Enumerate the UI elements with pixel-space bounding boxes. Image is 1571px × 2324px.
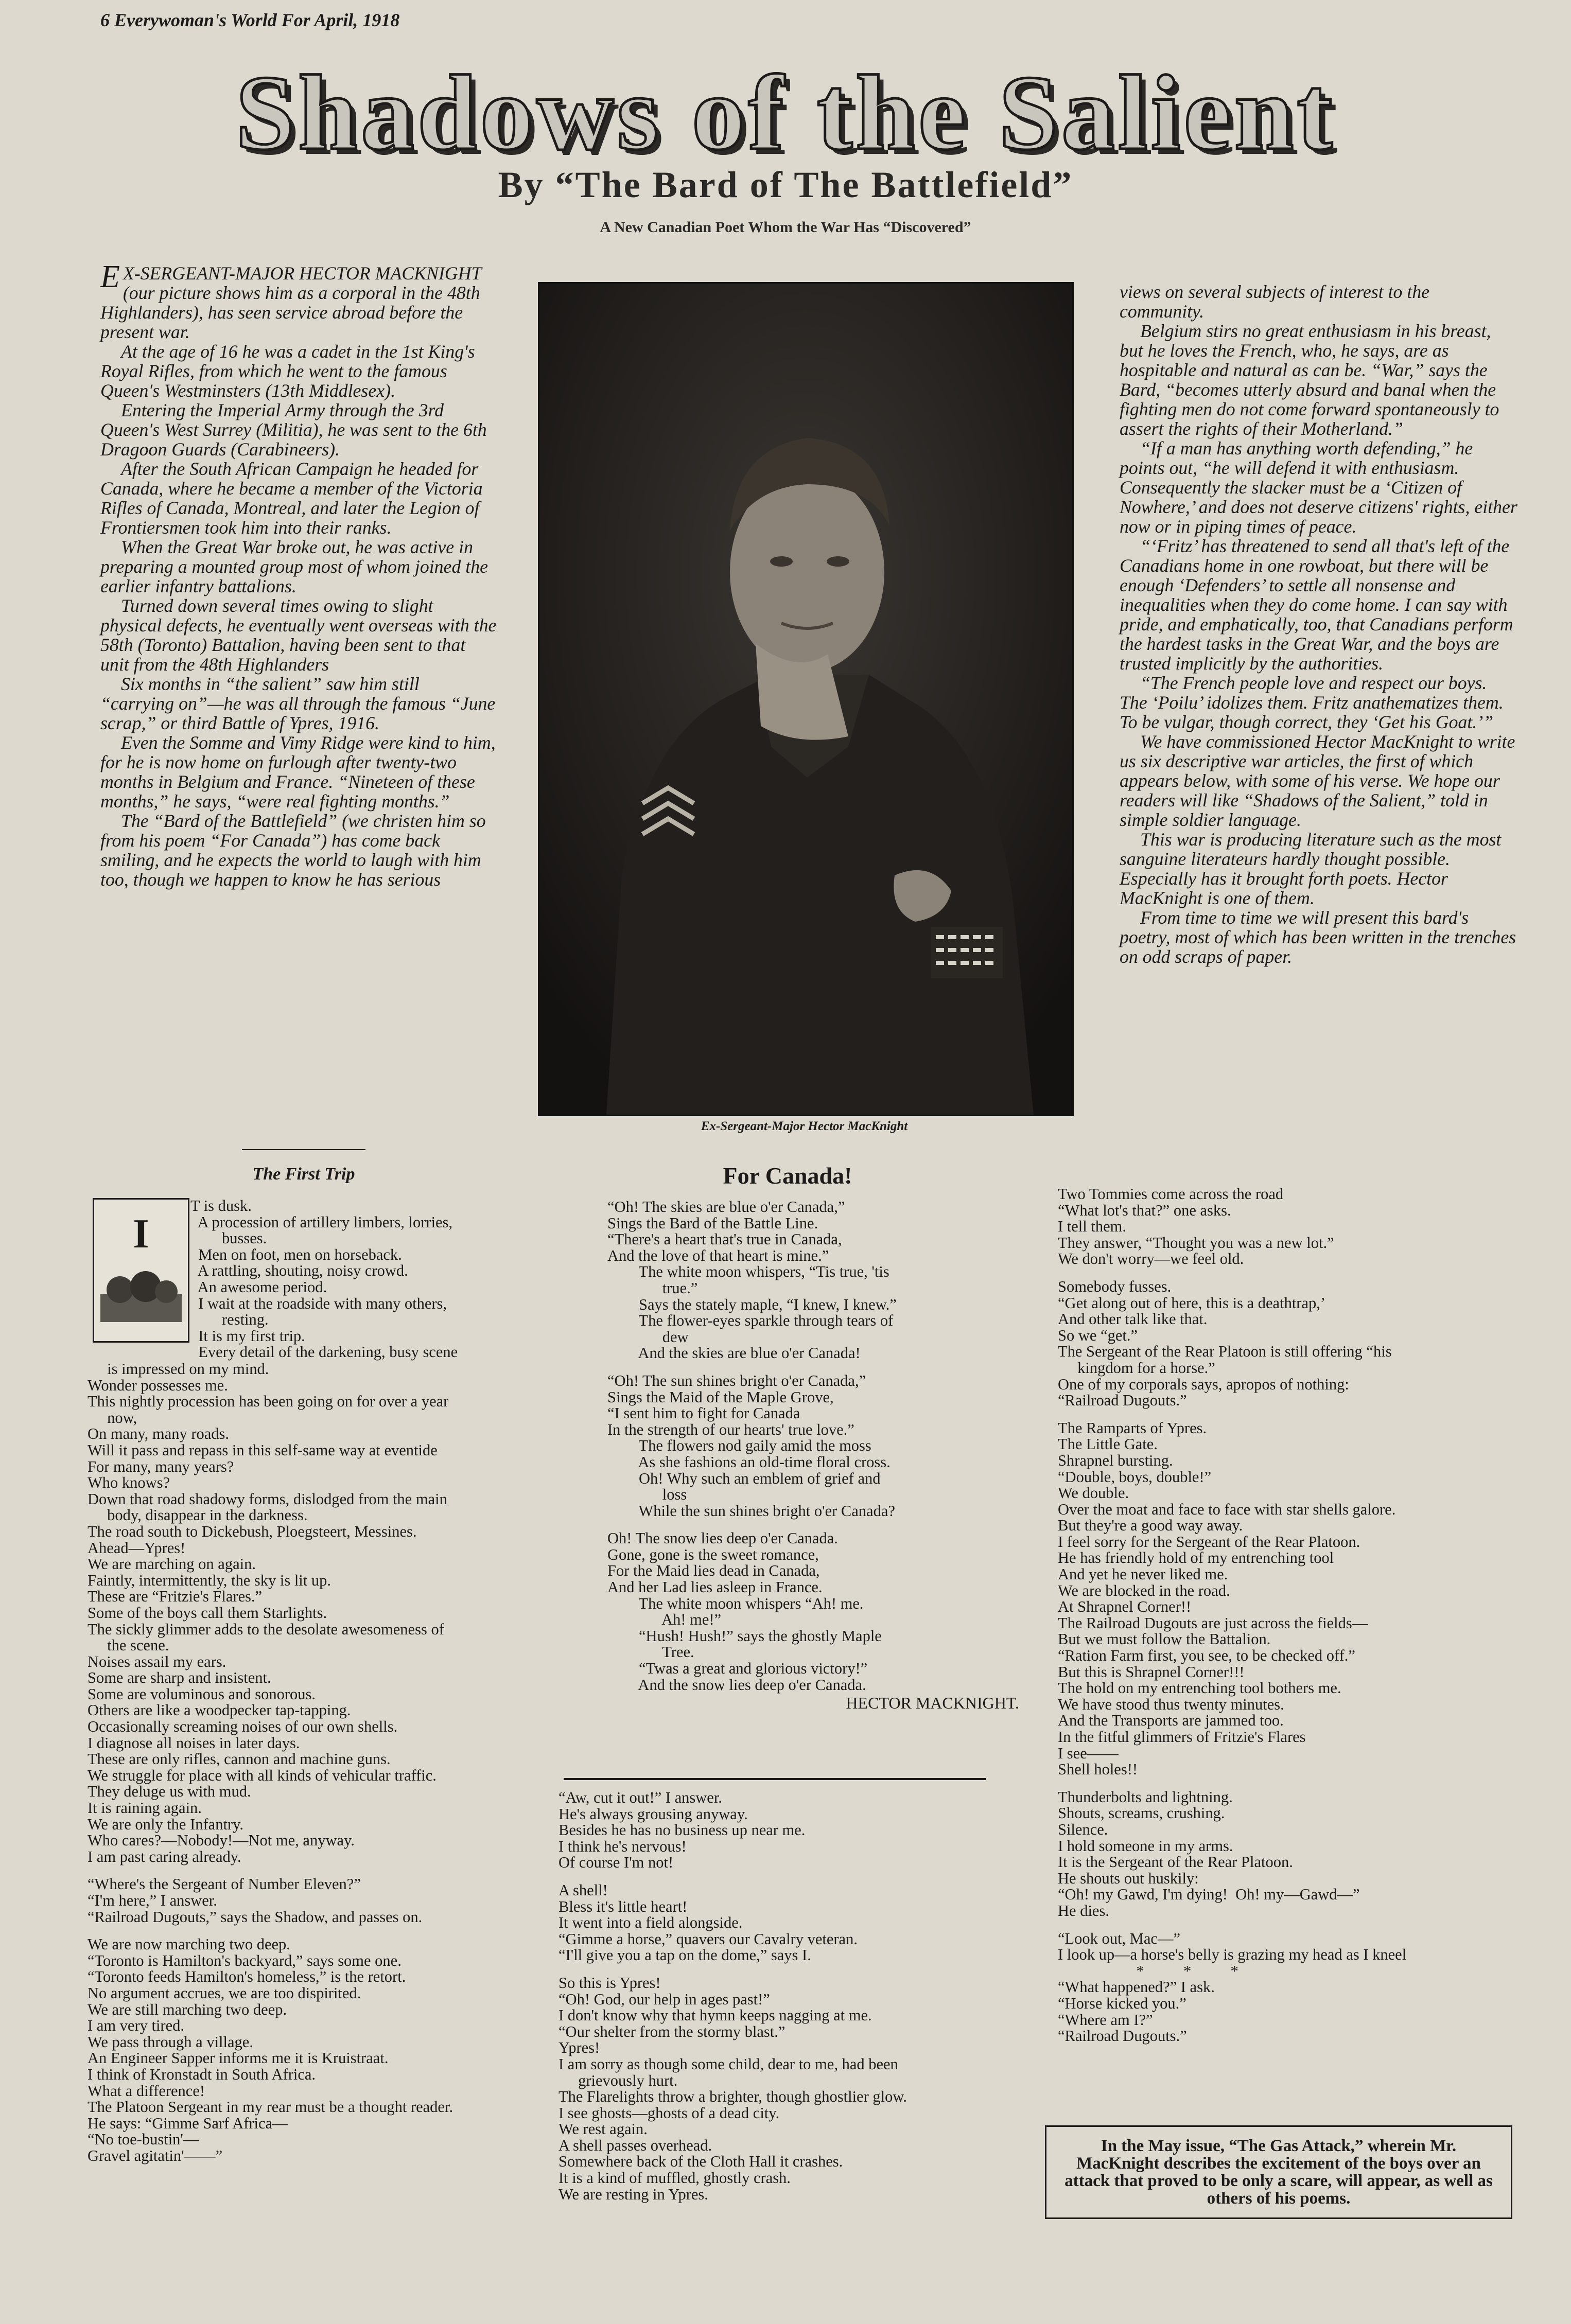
- poem-line: “Oh! God, our help in ages past!”: [558, 1990, 770, 2008]
- poem-line: I am past caring already.: [88, 1847, 241, 1865]
- poem-line: I see——: [1058, 1744, 1119, 1762]
- poem-line: “Railroad Dugouts,” says the Shadow, and passes on.: [88, 1908, 423, 1926]
- poem-line: I hold someone in my arms.: [1058, 1837, 1233, 1855]
- section-rule: [242, 1149, 365, 1150]
- poem-line: Somewhere back of the Cloth Hall it crashes.: [558, 2153, 843, 2171]
- poem-line: I diagnose all noises in later days.: [88, 1734, 300, 1752]
- poem-line: Noises assail my ears.: [88, 1652, 226, 1670]
- poem-line: I think of Kronstadt in South Africa.: [88, 2065, 316, 2083]
- poem-line: “Railroad Dugouts.”: [1058, 2027, 1187, 2045]
- poem-line: While the sun shines bright o'er Canada?: [607, 1502, 895, 1520]
- poem-line: Of course I'm not!: [558, 1854, 674, 1872]
- poem-line: “Oh! my Gawd, I'm dying! Oh! my—Gawd—”: [1058, 1886, 1360, 1904]
- poem-line: An awesome period.: [190, 1278, 327, 1296]
- middle-lower-lines: [558, 1790, 1022, 2203]
- poem-line: But this is Shrapnel Corner!!!: [1058, 1663, 1245, 1681]
- poem-line: The Platoon Sergeant in my rear must be a thought reader.: [88, 2098, 453, 2116]
- poem-line: “Horse kicked you.”: [1058, 1994, 1186, 2012]
- poem-line: And her Lad lies asleep in France.: [607, 1578, 823, 1596]
- poem-line: “Hush! Hush!” says the ghostly Maple: [607, 1627, 882, 1645]
- poem-line: Silence.: [1058, 1820, 1108, 1838]
- for-canada-heading: For Canada!: [723, 1163, 852, 1189]
- poem-line: Sings the Maid of the Maple Grove,: [607, 1388, 834, 1406]
- poem-line: I tell them.: [1058, 1218, 1126, 1236]
- byline: By “The Bard of The Battlefield”: [498, 164, 1073, 205]
- poem-line: [1058, 1920, 1537, 1931]
- poem-line: “Ration Farm first, you see, to be checked off.”: [1058, 1647, 1355, 1665]
- poem-line: A shell passes overhead.: [558, 2136, 712, 2154]
- poem-line: In the fitful glimmers of Fritzie's Flares: [1058, 1728, 1306, 1746]
- poem-line: Will it pass and repass in this self-same way at eventide: [88, 1441, 438, 1459]
- poem-line: * * *: [1058, 1962, 1238, 1980]
- poem-line: I wait at the roadside with many others,: [190, 1294, 447, 1312]
- intro-paragraph: The “Bard of the Battlefield” (we christen him so from his poem “For Canada”) has come back smiling, and he expects the world to laugh with him too, though we happen to know he has serious: [100, 811, 486, 890]
- poem-line: “I sent him to fight for Canada: [607, 1404, 800, 1422]
- poem-line: body, disappear in the darkness.: [88, 1506, 308, 1524]
- poem-line: “Where's the Sergeant of Number Eleven?”: [88, 1875, 361, 1893]
- poem-line: Oh! The snow lies deep o'er Canada.: [607, 1529, 838, 1547]
- poem-line: These are “Fritzie's Flares.”: [88, 1588, 263, 1606]
- poem-line: We are now marching two deep.: [88, 1935, 290, 1953]
- poem-line: And the skies are blue o'er Canada!: [607, 1344, 861, 1362]
- for-canada-lines: [607, 1199, 1019, 1693]
- poem-line: “Oh! The skies are blue o'er Canada,”: [607, 1198, 845, 1216]
- poem-line: But they're a good way away.: [1058, 1517, 1243, 1535]
- poem-line: The Sergeant of the Rear Platoon is still offering “his: [1058, 1343, 1392, 1361]
- poem-line: Faintly, intermittently, the sky is lit up.: [88, 1571, 331, 1589]
- first-trip-lines: [88, 1361, 535, 2164]
- poem-line: [1058, 1778, 1537, 1789]
- poem-line: “I'm here,” I answer.: [88, 1892, 217, 1909]
- poem-line: As she fashions an old-time floral cross.: [607, 1453, 891, 1471]
- poem-line: He says: “Gimme Sarf Africa—: [88, 2114, 288, 2132]
- poem-line: the scene.: [88, 1636, 169, 1654]
- poem-line: “Where am I?”: [1058, 2011, 1153, 2029]
- poem-line: They answer, “Thought you was a new lot.”: [1058, 1234, 1334, 1252]
- poem-line: true.”: [607, 1279, 698, 1297]
- poem-line: Shell holes!!: [1058, 1760, 1138, 1779]
- poem-line: [607, 1519, 1019, 1530]
- poem-line: A shell!: [558, 1881, 608, 1899]
- poem-line: We are marching on again.: [88, 1555, 256, 1573]
- poem-line: Ypres!: [558, 2039, 600, 2057]
- poem-line: One of my corporals says, apropos of nothing:: [1058, 1375, 1349, 1393]
- poem-line: “Toronto is Hamilton's backyard,” says some one.: [88, 1951, 402, 1969]
- poem-line: But we must follow the Battalion.: [1058, 1630, 1271, 1648]
- poem-line: “Double, boys, double!”: [1058, 1468, 1212, 1486]
- poem-line: This nightly procession has been going on for over a year: [88, 1393, 449, 1411]
- photo-caption: Ex-Sergeant-Major Hector MacKnight: [701, 1119, 908, 1133]
- poem-line: For the Maid lies dead in Canada,: [607, 1562, 820, 1580]
- poem-line: Others are like a woodpecker tap-tapping.: [88, 1701, 351, 1719]
- poem-line: Besides he has no business up near me.: [558, 1821, 806, 1839]
- intro-paragraph: Even the Somme and Vimy Ridge were kind to him, for he is now home on furlough after twenty-two months in Belgium and France. “Nineteen of these months,” he says, “were real fighting months.”: [100, 732, 496, 812]
- poem-line: And the Transports are jammed too.: [1058, 1712, 1284, 1730]
- poem-line: A rattling, shouting, noisy crowd.: [190, 1262, 408, 1280]
- landscape-vignette-icon: [94, 1258, 188, 1325]
- poem-line: We don't worry—we feel old.: [1058, 1250, 1244, 1268]
- drop-cap-e: E: [100, 259, 120, 294]
- poem-line: Men on foot, men on horseback.: [190, 1245, 402, 1263]
- poem-line: We are blocked in the road.: [1058, 1581, 1230, 1599]
- poem-line: We pass through a village.: [88, 2033, 253, 2051]
- intro-paragraph: Belgium stirs no great enthusiasm in his breast, but he loves the French, who, he says, are as hospitable and natural as can be. “War,” says the Bard, “becomes utterly absurd and banal when the fighting men do not come forward spontaneously to assert the rights of their Motherland.”: [1120, 321, 1499, 439]
- soldier-portrait-illustration: [539, 284, 1072, 1115]
- poem-line: So this is Ypres!: [558, 1974, 661, 1992]
- middle-lower-column: [558, 1790, 1022, 2203]
- poem-line: [558, 1964, 1022, 1975]
- portrait-photo: [538, 282, 1074, 1116]
- poem-line: I think he's nervous!: [558, 1837, 687, 1855]
- poem-line: “Railroad Dugouts.”: [1058, 1392, 1187, 1410]
- poem-line: We have stood thus twenty minutes.: [1058, 1695, 1284, 1713]
- poem-line: These are only rifles, cannon and machine guns.: [88, 1750, 391, 1768]
- poem-line: “There's a heart that's true in Canada,: [607, 1230, 842, 1248]
- poem-line: Gravel agitatin'——”: [88, 2146, 223, 2164]
- intro-paragraph: E X-SERGEANT-MAJOR HECTOR MACKNIGHT (our picture shows him as a corporal in the 48th Highlanders), has seen service abroad before the present war.: [100, 259, 481, 342]
- poem-line: [558, 1871, 1022, 1882]
- poem-line: Tree.: [607, 1643, 694, 1661]
- poem-line: The flowers nod gaily amid the moss: [607, 1437, 871, 1455]
- poem-line: The Little Gate.: [1058, 1435, 1158, 1453]
- poem-line: It is a kind of muffled, ghostly crash.: [558, 2169, 791, 2187]
- poem-line: Some are sharp and insistent.: [88, 1669, 271, 1687]
- poem-line: I look up—a horse's belly is grazing my head as I kneel: [1058, 1946, 1407, 1964]
- poem-line: [1058, 1409, 1537, 1420]
- poem-line: An Engineer Sapper informs me it is Kruistraat.: [88, 2049, 389, 2067]
- poem-line: He shouts out huskily:: [1058, 1869, 1199, 1887]
- poem-line: Shouts, screams, crushing.: [1058, 1804, 1225, 1822]
- poem-line: The white moon whispers “Ah! me.: [607, 1594, 864, 1612]
- poem-line: “Toronto feeds Hamilton's homeless,” is the retort.: [88, 1968, 406, 1986]
- article-title: Shadows of the Salient: [235, 54, 1336, 172]
- poem-line: now,: [88, 1409, 137, 1427]
- poem-line: And the love of that heart is mine.”: [607, 1246, 829, 1264]
- poem-line: I don't know why that hymn keeps nagging at me.: [558, 2006, 872, 2024]
- poem-line: kingdom for a horse.”: [1058, 1359, 1215, 1377]
- poem-line: [607, 1362, 1019, 1373]
- poem-signature: HECTOR MACKNIGHT.: [846, 1694, 1019, 1713]
- poem-line: We are still marching two deep.: [88, 2000, 287, 2018]
- poem-line: It is the Sergeant of the Rear Platoon.: [1058, 1853, 1293, 1871]
- first-trip-column-body: [88, 1361, 535, 2164]
- poem-line: The hold on my entrenching tool bothers me.: [1058, 1679, 1341, 1697]
- poem-line: The sickly glimmer adds to the desolate awesomeness of: [88, 1620, 444, 1638]
- poem-line: On many, many roads.: [88, 1425, 230, 1443]
- running-head: 6 Everywoman's World For April, 1918: [100, 10, 400, 30]
- intro-paragraph: Turned down several times owing to slight physical defects, he eventually went overseas with the 58th (Toronto) Battalion, having been sent to that unit from the 48th Highlanders: [100, 595, 497, 675]
- poem-line: Oh! Why such an emblem of grief and: [607, 1469, 881, 1487]
- poem-line: And other talk like that.: [1058, 1310, 1208, 1328]
- poem-line: The flower-eyes sparkle through tears of: [607, 1312, 894, 1330]
- poem-line: A procession of artillery limbers, lorries,: [190, 1213, 453, 1231]
- poem-line: We struggle for place with all kinds of vehicular traffic.: [88, 1766, 437, 1784]
- poem-line: resting.: [190, 1311, 269, 1329]
- right-poem-column: [1058, 1186, 1537, 2045]
- poem-line: And the snow lies deep o'er Canada.: [607, 1676, 866, 1694]
- poem-line: Some are voluminous and sonorous.: [88, 1685, 316, 1703]
- poem-line: “Gimme a horse,” quavers our Cavalry veteran.: [558, 1930, 858, 1948]
- intro-paragraph: “‘Fritz’ has threatened to send all that's left of the Canadians home in one rowboat, but there will be enough ‘Defenders’ to settle all nonsense and inequalities when they do come home. I can say with pride, and emphatically, too, that Canadians perform the hardest tasks in the Great War, and the boys are trusted implicitly by the authorities.: [1120, 536, 1513, 674]
- intro-paragraph: From time to time we will present this bard's poetry, most of which has been written in the trenches on odd scraps of paper.: [1120, 907, 1516, 967]
- poem-line: [1058, 1267, 1537, 1279]
- poem-line: They deluge us with mud.: [88, 1783, 251, 1801]
- poem-line: The Ramparts of Ypres.: [1058, 1419, 1207, 1437]
- poem-line: No argument accrues, we are too dispirited.: [88, 1984, 361, 2002]
- poem-line: The Railroad Dugouts are just across the fields—: [1058, 1614, 1368, 1632]
- intro-right-column: [1120, 282, 1518, 966]
- poem-line: [88, 1865, 535, 1876]
- poem-line: “Aw, cut it out!” I answer.: [558, 1789, 722, 1806]
- poem-line: What a difference!: [88, 2082, 205, 2100]
- poem-line: T is dusk.: [190, 1197, 252, 1214]
- poem-line: I am very tired.: [88, 2017, 185, 2035]
- poem-line: It is my first trip.: [190, 1327, 305, 1345]
- intro-paragraph: Entering the Imperial Army through the 3rd Queen's West Surrey (Militia), he was sent to the 6th Dragoon Guards (Carabineers).: [100, 400, 487, 460]
- poem-line: Wonder possesses me.: [88, 1376, 228, 1394]
- poem-line: Some of the boys call them Starlights.: [88, 1604, 327, 1622]
- poem-line: “What lot's that?” one asks.: [1058, 1201, 1231, 1219]
- poem-line: The white moon whispers, “Tis true, 'tis: [607, 1263, 889, 1281]
- poem-line: And yet he never liked me.: [1058, 1565, 1228, 1583]
- poem-line: It is raining again.: [88, 1799, 202, 1817]
- poem-line: He's always grousing anyway.: [558, 1805, 748, 1823]
- poem-line: “No toe-bustin'—: [88, 2131, 199, 2149]
- first-trip-column: [190, 1198, 535, 1361]
- poem-line: He dies.: [1058, 1902, 1109, 1920]
- poem-line: Every detail of the darkening, busy scene: [190, 1343, 458, 1361]
- intro-paragraph: At the age of 16 he was a cadet in the 1st King's Royal Rifles, from which he went to the famous Queen's Westminsters (13th Middlesex).: [100, 341, 475, 401]
- poem-line: We are only the Infantry.: [88, 1815, 243, 1833]
- poem-line: “Look out, Mac—”: [1058, 1929, 1180, 1947]
- poem-line: We double.: [1058, 1484, 1129, 1502]
- poem-line: Occasionally screaming noises of our own shells.: [88, 1718, 398, 1736]
- poem-line: Over the moat and face to face with star shells galore.: [1058, 1500, 1396, 1518]
- poem-line: Gone, gone is the sweet romance,: [607, 1545, 819, 1563]
- poem-line: [88, 1925, 535, 1936]
- intro-paragraph: When the Great War broke out, he was active in preparing a mounted group most of whom joined the earlier infantry battalions.: [100, 537, 488, 596]
- poem-line: Down that road shadowy forms, dislodged from the main: [88, 1490, 447, 1508]
- poem-line: I feel sorry for the Sergeant of the Rear Platoon.: [1058, 1533, 1360, 1551]
- next-issue-note: In the May issue, “The Gas Attack,” wherein Mr. MacKnight describes the excitement of the boys over an attack that proved to be only a scare, will appear, as well as others of his poems.: [1045, 2125, 1512, 2219]
- poem-line: So we “get.”: [1058, 1326, 1138, 1344]
- poem-line: “Get along out of here, this is a deathtrap,’: [1058, 1294, 1326, 1312]
- poem-line: It went into a field alongside.: [558, 1914, 743, 1932]
- first-trip-heading: The First Trip: [252, 1165, 355, 1184]
- poem-line: At Shrapnel Corner!!: [1058, 1598, 1192, 1616]
- poem-line: is impressed on my mind.: [88, 1360, 269, 1378]
- subtitle: A New Canadian Poet Whom the War Has “Discovered”: [600, 219, 971, 236]
- poem-line: “What happened?” I ask.: [1058, 1978, 1215, 1996]
- poem-line: Thunderbolts and lightning.: [1058, 1788, 1233, 1806]
- poem-line: Two Tommies come across the road: [1058, 1185, 1284, 1203]
- poem-line: Shrapnel bursting.: [1058, 1451, 1173, 1469]
- intro-paragraph: We have commissioned Hector MacKnight to write us six descriptive war articles, the first of which appears below, with some of his verse. We hope our readers will like “Shadows of the Salient,” told in simple soldier language.: [1120, 731, 1515, 830]
- first-trip-lines-beside-drop: [190, 1198, 535, 1361]
- drop-cap-box: [93, 1198, 189, 1343]
- intro-paragraph: Six months in “the salient” saw him still “carrying on”—he was all through the famous “June scrap,” or third Battle of Ypres, 1916.: [100, 674, 496, 733]
- poem-line: The road south to Dickebush, Ploegsteert, Messines.: [88, 1522, 417, 1540]
- poem-line: He has friendly hold of my entrenching tool: [1058, 1549, 1334, 1567]
- poem-line: “Our shelter from the stormy blast.”: [558, 2022, 786, 2040]
- poem-line: loss: [607, 1486, 687, 1504]
- poem-line: In the strength of our hearts' true love.”: [607, 1420, 854, 1438]
- intro-paragraph: “If a man has anything worth defending,” he points out, “he will defend it with enthusiasm. Consequently the slacker must be a ‘Citizen of Nowhere,’ and does not deserve citizens' rights, either now or in piping times of peace.: [1120, 438, 1517, 537]
- right-poem-lines: [1058, 1186, 1537, 2045]
- poem-line: Ah! me!”: [607, 1611, 722, 1629]
- poem-line: Who cares?—Nobody!—Not me, anyway.: [88, 1832, 355, 1850]
- poem-line: I am sorry as though some child, dear to me, had been: [558, 2055, 898, 2073]
- poem-line: We rest again.: [558, 2120, 648, 2138]
- poem-line: Bless it's little heart!: [558, 1897, 688, 1915]
- poem-line: “Twas a great and glorious victory!”: [607, 1660, 868, 1678]
- intro-paragraph: “The French people love and respect our boys. The ‘Poilu’ idolizes them. Fritz anathematizes them. To be vulgar, though correct, they ‘Get his Goat.’”: [1120, 673, 1504, 732]
- intro-paragraph: After the South African Campaign he headed for Canada, where he became a member of the Victoria Rifles of Canada, Montreal, and later the Legion of Frontiersmen took him into their ranks.: [100, 459, 483, 538]
- intro-paragraph: views on several subjects of interest to the community.: [1120, 281, 1430, 322]
- intro-left-column: [100, 259, 497, 890]
- for-canada-poem: [607, 1199, 1019, 1712]
- intro-paragraph: This war is producing literature such as the most sanguine literateurs hardly thought possible. Especially has it brought forth poets. Hector MacKnight is one of them.: [1120, 829, 1502, 908]
- poem-line: For many, many years?: [88, 1457, 234, 1475]
- poem-line: Ahead—Ypres!: [88, 1539, 186, 1557]
- poem-line: I see ghosts—ghosts of a dead city.: [558, 2104, 780, 2122]
- drop-cap-i: I: [133, 1211, 149, 1257]
- poem-line: “I'll give you a tap on the dome,” says I.: [558, 1946, 811, 1964]
- poem-line: dew: [607, 1328, 689, 1346]
- poem-line: grievously hurt.: [558, 2071, 678, 2089]
- poem-line: Says the stately maple, “I knew, I knew.”: [607, 1295, 897, 1313]
- poem-line: Who knows?: [88, 1474, 170, 1492]
- poem-line: Sings the Bard of the Battle Line.: [607, 1214, 818, 1232]
- poem-line: The Flarelights throw a brighter, though ghostlier glow.: [558, 2088, 907, 2106]
- poem-line: busses.: [190, 1229, 267, 1247]
- poem-line: “Oh! The sun shines bright o'er Canada,”: [607, 1371, 866, 1389]
- poem-line: We are resting in Ypres.: [558, 2185, 708, 2203]
- poem-line: Somebody fusses.: [1058, 1277, 1172, 1295]
- for-canada-rule: [564, 1778, 986, 1780]
